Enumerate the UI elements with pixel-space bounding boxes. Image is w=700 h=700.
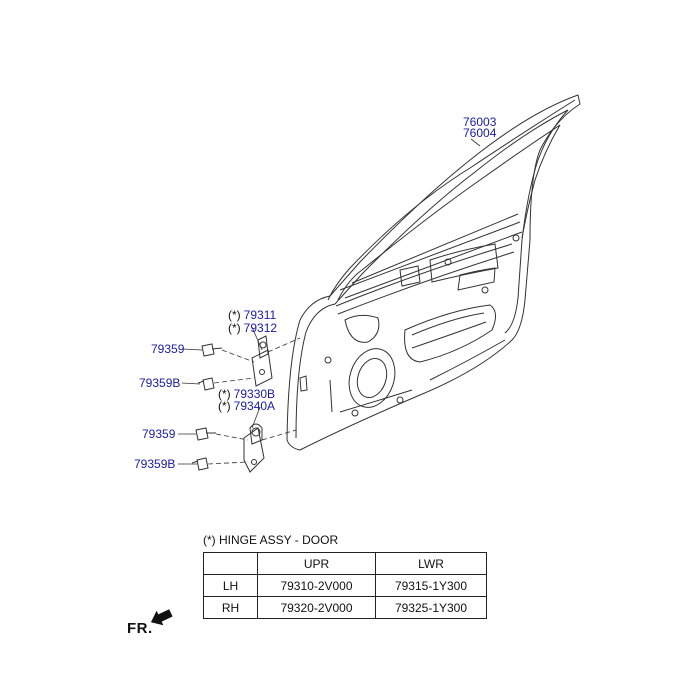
bolt-lower-1-shape	[196, 428, 216, 440]
upper-hinge	[252, 336, 272, 386]
table-cell: 79315-1Y300	[376, 575, 487, 597]
callout-79312-text: 79312	[243, 321, 278, 335]
callout-79359b-upper[interactable]: 79359B	[139, 376, 181, 390]
callout-79312[interactable]	[228, 322, 277, 335]
callout-76004[interactable]: 76004	[463, 126, 497, 140]
callout-79359b-lower[interactable]: 79359B	[134, 457, 176, 471]
window-frame	[328, 100, 575, 300]
star-marker: (*)	[218, 399, 231, 413]
callout-76003[interactable]: 76003	[463, 115, 497, 129]
lower-hinge	[244, 424, 264, 472]
callout-79340a-text: 79340A	[233, 399, 276, 413]
table-header-row	[204, 553, 487, 575]
table-cell: LH	[204, 575, 258, 597]
table-cell: 79320-2V000	[258, 597, 376, 619]
bolt-upper-2-shape	[198, 378, 214, 390]
front-direction-label: FR.	[127, 620, 153, 637]
table-cell: 79325-1Y300	[376, 597, 487, 619]
hinge-assy-table	[203, 552, 487, 619]
table-row	[204, 597, 487, 619]
callout-79311-text: 79311	[243, 308, 277, 322]
star-marker: (*)	[228, 321, 241, 335]
hinge-table-title: (*) HINGE ASSY - DOOR	[203, 533, 339, 547]
table-header-cell: LWR	[376, 553, 487, 575]
bolt-upper-1-shape	[202, 344, 222, 356]
table-header-cell	[204, 553, 258, 575]
callout-79340a[interactable]	[218, 400, 275, 413]
table-cell: 79310-2V000	[258, 575, 376, 597]
table-header-cell: UPR	[258, 553, 376, 575]
callout-79359-lower[interactable]: 79359	[142, 427, 176, 441]
star-marker: (*)	[218, 387, 231, 401]
callout-79359-upper[interactable]: 79359	[151, 342, 185, 356]
star-marker: (*)	[228, 308, 241, 322]
table-cell: RH	[204, 597, 258, 619]
callout-79330b-text: 79330B	[233, 387, 276, 401]
table-row	[204, 575, 487, 597]
